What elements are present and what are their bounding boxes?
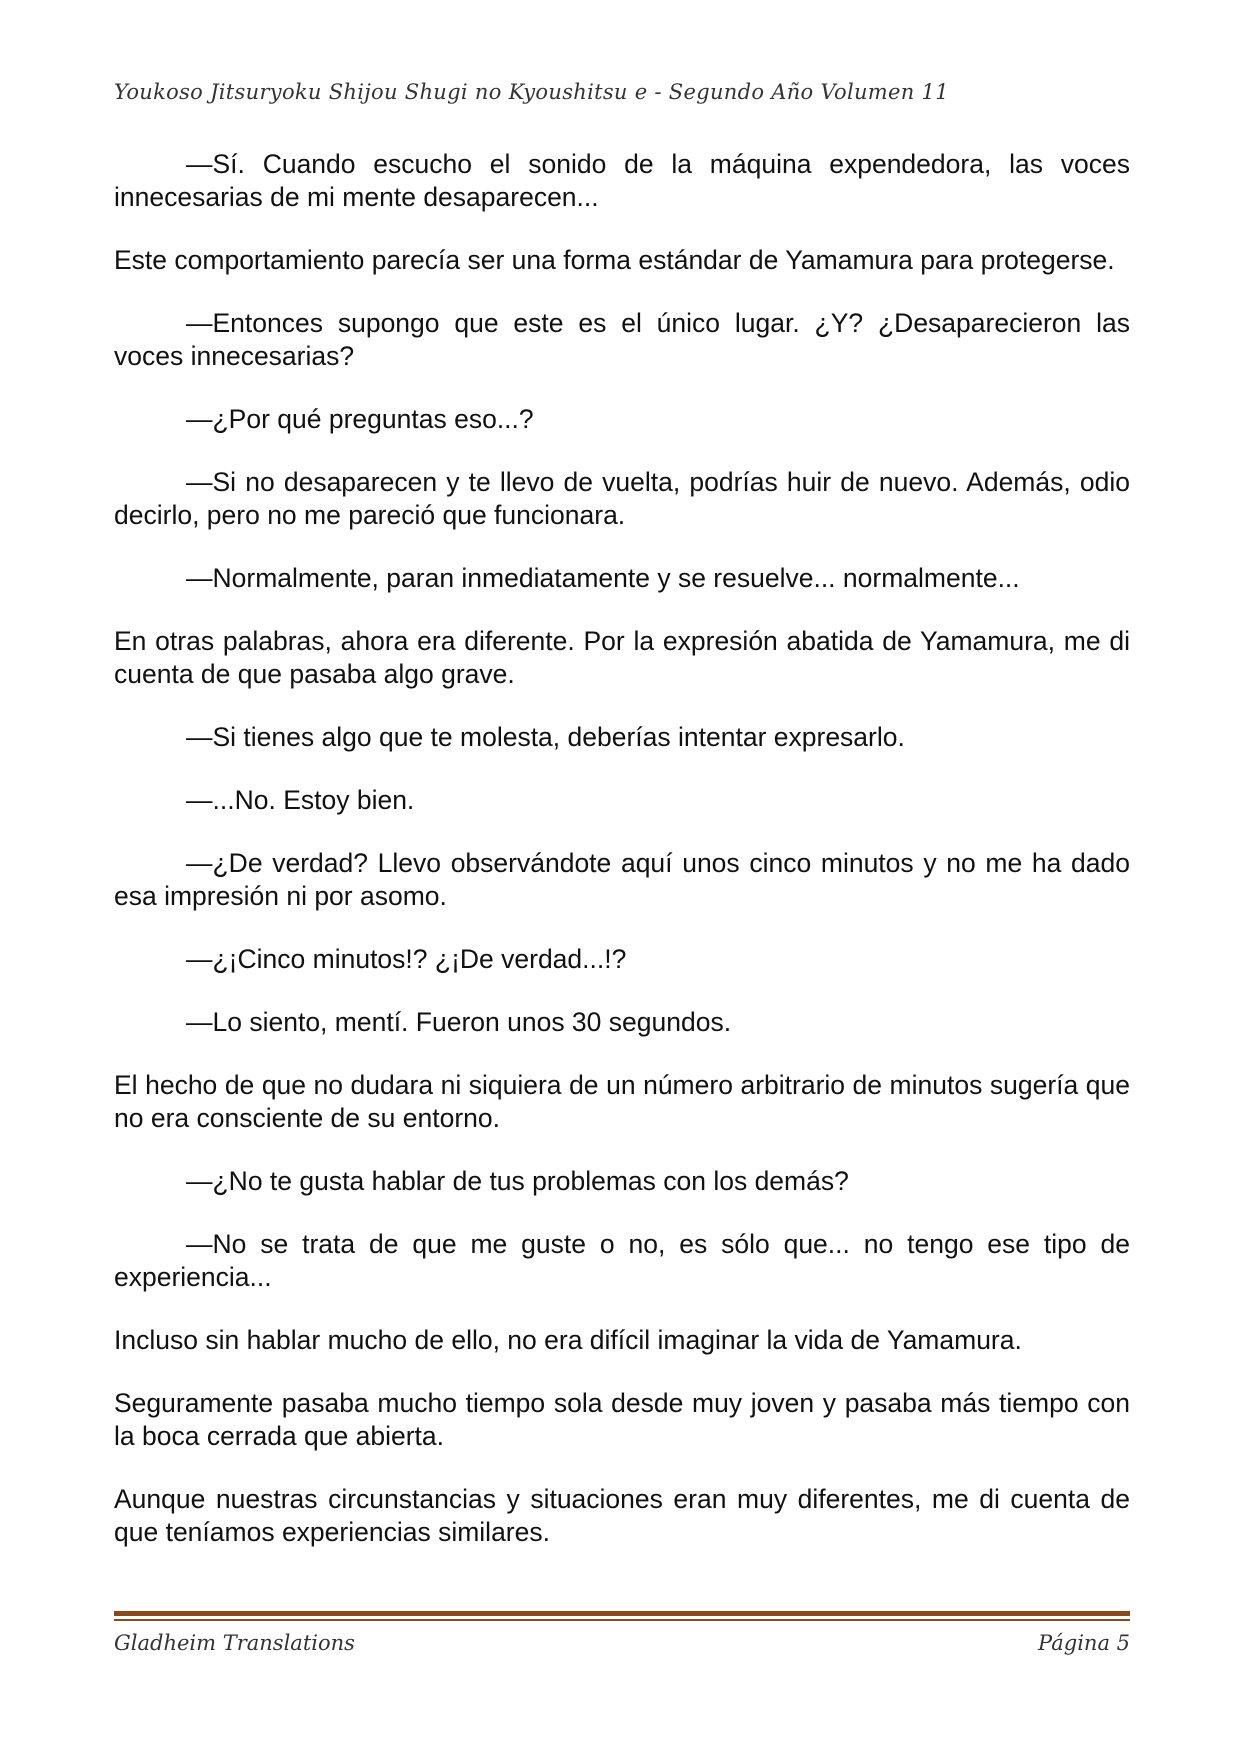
paragraph: Seguramente pasaba mucho tiempo sola desde muy joven y pasaba más tiempo con la boca cerrada que abierta. xyxy=(114,1388,1130,1451)
paragraph: —Sí. Cuando escucho el sonido de la máquina expendedora, las voces innecesarias de mi mente desaparecen... xyxy=(114,149,1130,212)
paragraph: En otras palabras, ahora era diferente. Por la expresión abatida de Yamamura, me di cuenta de que pasaba algo grave. xyxy=(114,626,1130,689)
running-header: Youkoso Jitsuryoku Shijou Shugi no Kyoushitsu e - Segundo Año Volumen 11 xyxy=(114,80,949,104)
paragraph: —¿De verdad? Llevo observándote aquí unos cinco minutos y no me ha dado esa impresión ni por asomo. xyxy=(114,848,1130,911)
paragraph: —...No. Estoy bien. xyxy=(186,785,415,815)
paragraph: —No se trata de que me guste o no, es sólo que... no tengo ese tipo de experiencia... xyxy=(114,1229,1130,1292)
paragraph: Este comportamiento parecía ser una forma estándar de Yamamura para protegerse. xyxy=(114,245,1115,275)
paragraph: Incluso sin hablar mucho de ello, no era difícil imaginar la vida de Yamamura. xyxy=(114,1325,1022,1355)
paragraph: Aunque nuestras circunstancias y situaciones eran muy diferentes, me di cuenta de que teníamos experiencias similares. xyxy=(114,1484,1130,1547)
paragraph: —Si tienes algo que te molesta, deberías intentar expresarlo. xyxy=(186,722,905,752)
paragraph: —Entonces supongo que este es el único lugar. ¿Y? ¿Desaparecieron las voces innecesarias? xyxy=(114,308,1130,371)
body-text xyxy=(114,148,1130,1579)
paragraph: —¿Por qué preguntas eso...? xyxy=(186,404,534,434)
paragraph: —¿No te gusta hablar de tus problemas con los demás? xyxy=(186,1166,849,1196)
footer-page-number: Página 5 xyxy=(1038,1631,1130,1655)
footer-translator: Gladheim Translations xyxy=(114,1631,355,1655)
footer-rule-thick xyxy=(114,1611,1130,1616)
footer-rule-thin xyxy=(114,1619,1130,1621)
paragraph: —Lo siento, mentí. Fueron unos 30 segundos. xyxy=(186,1007,732,1037)
paragraph: El hecho de que no dudara ni siquiera de un número arbitrario de minutos sugería que no era consciente de su entorno. xyxy=(114,1070,1130,1133)
paragraph: —Normalmente, paran inmediatamente y se resuelve... normalmente... xyxy=(186,563,1020,593)
paragraph: —¿¡Cinco minutos!? ¿¡De verdad...!? xyxy=(186,944,627,974)
paragraph: —Si no desaparecen y te llevo de vuelta, podrías huir de nuevo. Además, odio decirlo, pero no me pareció que funcionara. xyxy=(114,467,1130,530)
